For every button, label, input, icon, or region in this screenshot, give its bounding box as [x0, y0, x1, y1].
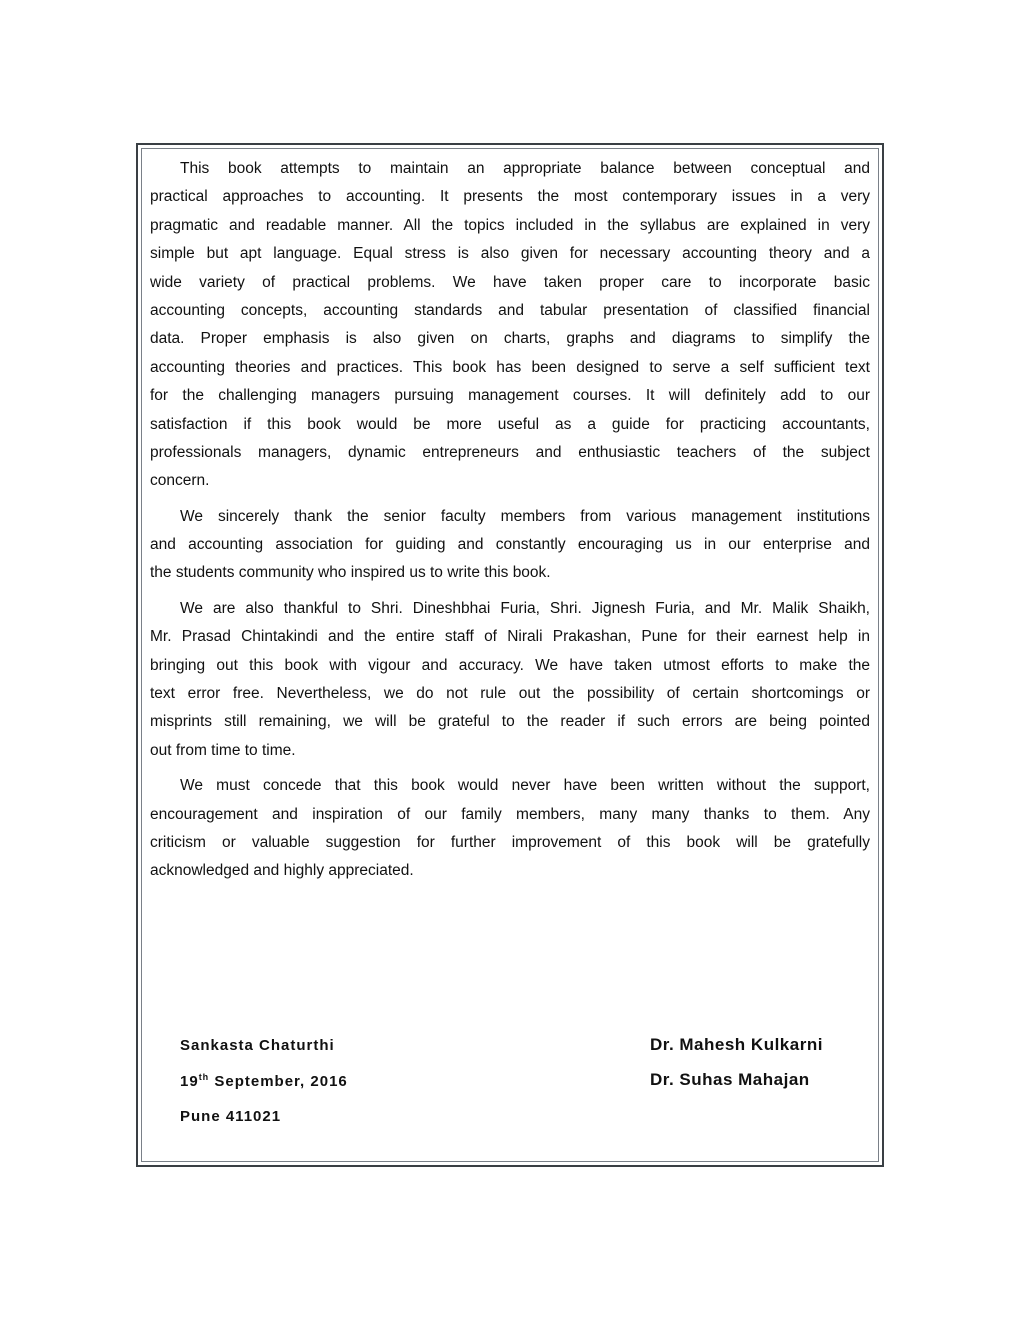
text-line: criticism or valuable suggestion for further improvement of this book will be gratefully [150, 833, 870, 851]
date-rest: September, 2016 [209, 1073, 348, 1090]
occasion: Sankasta Chaturthi [180, 1037, 335, 1054]
paragraph [150, 772, 870, 886]
date [180, 1072, 348, 1090]
text-line: encouragement and inspiration of our family members, many many thanks to them. Any [150, 805, 870, 823]
text-line: out from time to time. [150, 741, 296, 759]
text-line: simple but apt language. Equal stress is also given for necessary accounting theory and a [150, 245, 870, 263]
text-line: text error free. Nevertheless, we do not rule out the possibility of certain shortcomings or [150, 685, 870, 703]
paragraph [150, 503, 870, 588]
text-line: and accounting association for guiding and constantly encouraging us in our enterprise and [150, 536, 870, 554]
date-suffix: th [198, 1072, 210, 1082]
text-line: for the challenging managers pursuing management courses. It will definitely add to our [150, 387, 870, 405]
text-line: data. Proper emphasis is also given on charts, graphs and diagrams to simplify the [150, 330, 870, 348]
text-line: satisfaction if this book would be more useful as a guide for practicing accountants, [150, 415, 870, 433]
date-day: 19 [180, 1073, 199, 1090]
text-line: accounting concepts, accounting standards and tabular presentation of classified financial [150, 301, 870, 319]
text-line: the students community who inspired us to write this book. [150, 564, 551, 582]
paragraph [150, 155, 870, 496]
text-line: pragmatic and readable manner. All the topics included in the syllabus are explained in very [150, 216, 870, 234]
text-line: We sincerely thank the senior faculty members from various management institutions [180, 507, 870, 525]
author-name: Dr. Mahesh Kulkarni [650, 1035, 823, 1054]
text-line: We must concede that this book would never have been written without the support, [180, 777, 870, 795]
text-line: acknowledged and highly appreciated. [150, 862, 414, 880]
preface-body [150, 155, 870, 893]
text-line: wide variety of practical problems. We have taken proper care to incorporate basic [150, 273, 870, 291]
text-line: accounting theories and practices. This book has been designed to serve a self sufficient text [150, 358, 870, 376]
text-line: concern. [150, 472, 210, 490]
text-line: professionals managers, dynamic entrepreneurs and enthusiastic teachers of the subject [150, 443, 870, 461]
place: Pune 411021 [180, 1108, 282, 1125]
text-line: practical approaches to accounting. It presents the most contemporary issues in a very [150, 188, 870, 206]
text-line: misprints still remaining, we will be grateful to the reader if such errors are being pointed [150, 713, 870, 731]
text-line: We are also thankful to Shri. Dineshbhai Furia, Shri. Jignesh Furia, and Mr. Malik Shaikh, [180, 599, 870, 617]
author-name: Dr. Suhas Mahajan [650, 1070, 810, 1089]
text-line: bringing out this book with vigour and accuracy. We have taken utmost efforts to make the [150, 656, 870, 674]
paragraph [150, 595, 870, 765]
text-line: This book attempts to maintain an appropriate balance between conceptual and [180, 160, 870, 177]
text-line: Mr. Prasad Chintakindi and the entire staff of Nirali Prakashan, Pune for their earnest help in [150, 628, 870, 646]
